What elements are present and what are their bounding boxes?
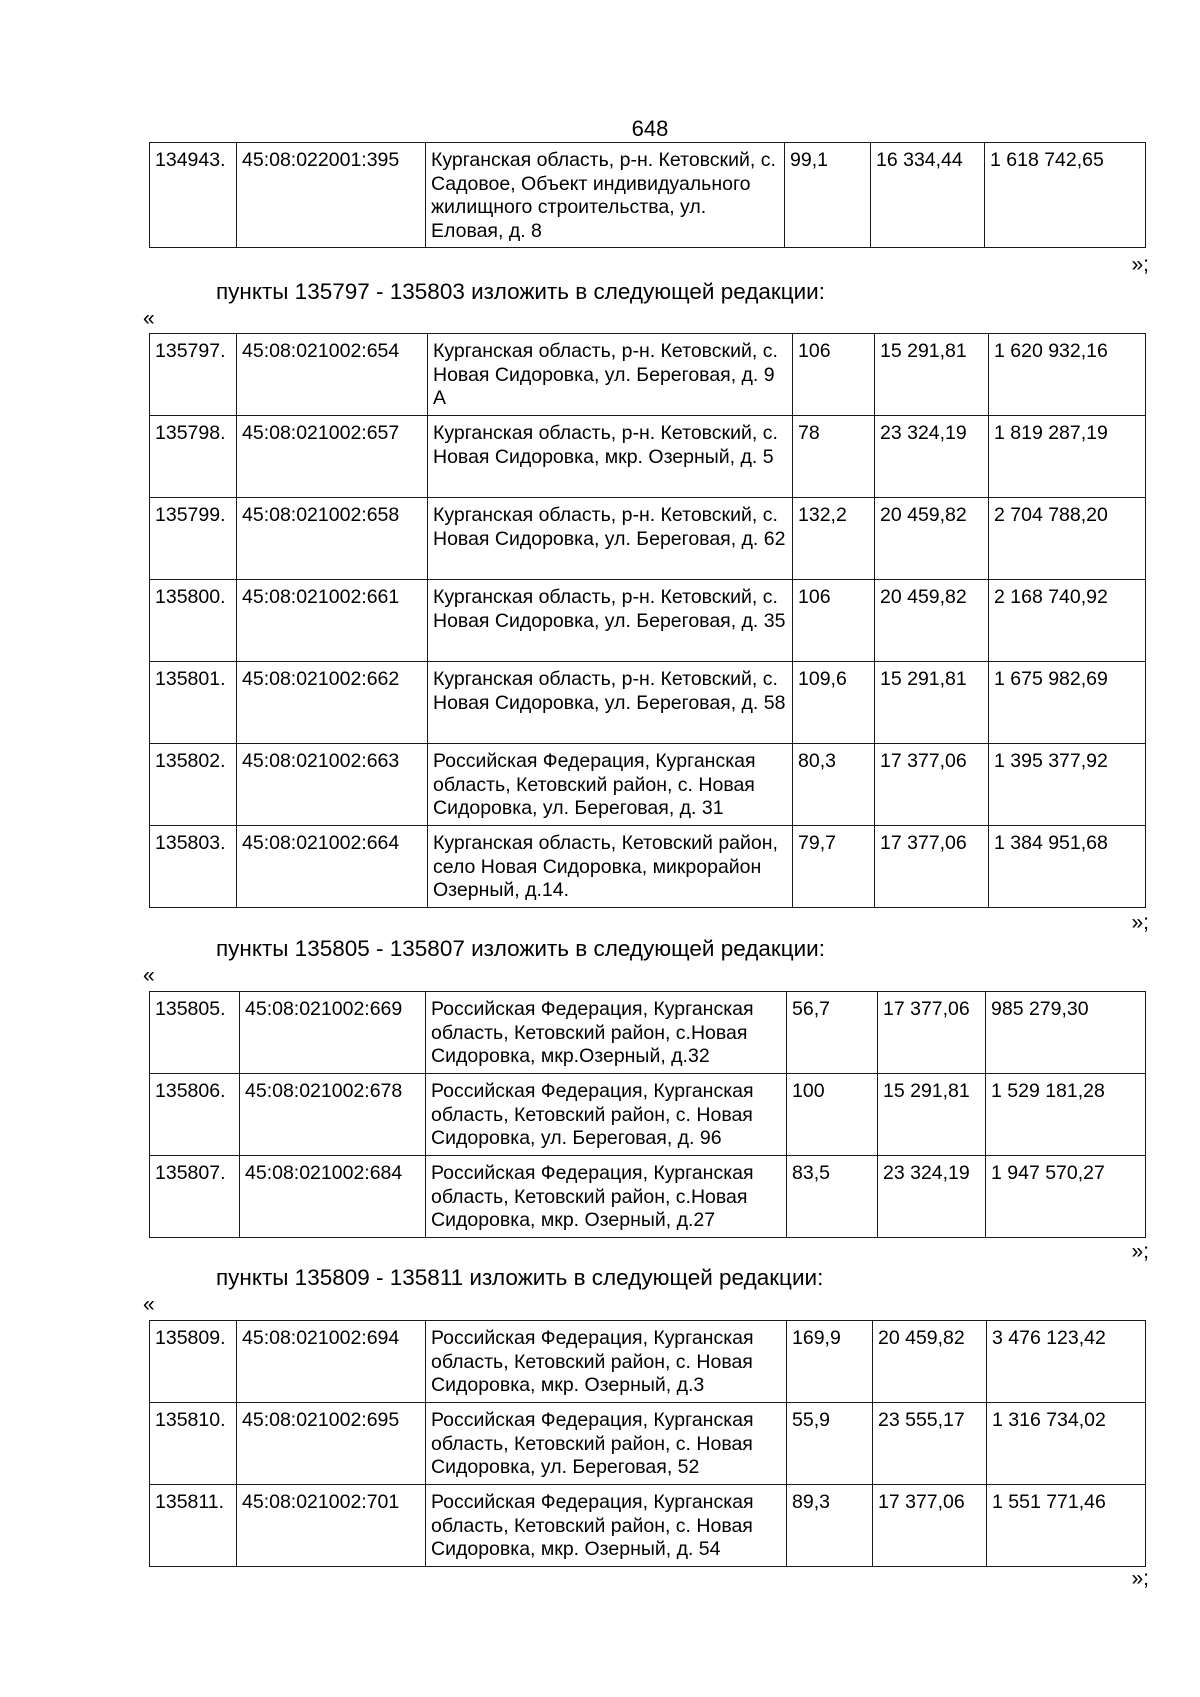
opening-quote: « bbox=[143, 1293, 155, 1316]
row-number-cell: 135806. bbox=[150, 1074, 240, 1156]
table-row bbox=[150, 1321, 1146, 1403]
address-cell: Российская Федерация, Курганская область, Кетовский район, с. Новая Сидоровка, мкр. Озерный, д.3 bbox=[426, 1321, 787, 1403]
address-cell: Курганская область, р-н. Кетовский, с. Новая Сидоровка, ул. Береговая, д. 35 bbox=[428, 580, 793, 662]
row-number-cell: 135807. bbox=[150, 1156, 240, 1238]
total-value-cell: 1 529 181,28 bbox=[986, 1074, 1146, 1156]
cadastral-number-cell: 45:08:021002:664 bbox=[237, 826, 428, 908]
address-cell: Российская Федерация, Курганская область, Кетовский район, с. Новая Сидоровка, мкр. Озерный, д. 54 bbox=[426, 1485, 787, 1567]
unit-price-cell: 23 324,19 bbox=[878, 1156, 986, 1238]
table-row bbox=[150, 1485, 1146, 1567]
table-row bbox=[150, 744, 1146, 826]
address-cell: Курганская область, Кетовский район, село Новая Сидоровка, микрорайон Озерный, д.14. bbox=[428, 826, 793, 908]
section-heading: пункты 135809 - 135811 изложить в следующей редакции: bbox=[216, 1265, 824, 1290]
row-number-cell: 135800. bbox=[150, 580, 237, 662]
total-value-cell: 1 819 287,19 bbox=[989, 416, 1146, 498]
cadastral-number-cell: 45:08:022001:395 bbox=[237, 143, 426, 248]
area-cell: 169,9 bbox=[787, 1321, 873, 1403]
table-row bbox=[150, 662, 1146, 744]
registry-table-2 bbox=[149, 333, 1146, 908]
total-value-cell: 1 316 734,02 bbox=[987, 1403, 1146, 1485]
cadastral-number-cell: 45:08:021002:662 bbox=[237, 662, 428, 744]
area-cell: 106 bbox=[793, 580, 875, 662]
area-cell: 56,7 bbox=[787, 992, 878, 1074]
unit-price-cell: 20 459,82 bbox=[873, 1321, 987, 1403]
table-row bbox=[150, 143, 1146, 248]
registry-table-1 bbox=[149, 142, 1146, 248]
area-cell: 106 bbox=[793, 334, 875, 416]
address-cell: Курганская область, р-н. Кетовский, с. Новая Сидоровка, ул. Береговая, д. 62 bbox=[428, 498, 793, 580]
unit-price-cell: 15 291,81 bbox=[875, 334, 989, 416]
address-cell: Российская Федерация, Курганская область, Кетовский район, с.Новая Сидоровка, мкр. Озерный, д.27 bbox=[426, 1156, 787, 1238]
total-value-cell: 1 618 742,65 bbox=[985, 143, 1146, 248]
total-value-cell: 2 168 740,92 bbox=[989, 580, 1146, 662]
unit-price-cell: 17 377,06 bbox=[873, 1485, 987, 1567]
row-number-cell: 135798. bbox=[150, 416, 237, 498]
table-row bbox=[150, 1403, 1146, 1485]
section-heading: пункты 135805 - 135807 изложить в следующей редакции: bbox=[216, 936, 826, 961]
opening-quote: « bbox=[143, 964, 155, 987]
cadastral-number-cell: 45:08:021002:669 bbox=[240, 992, 426, 1074]
row-number-cell: 135799. bbox=[150, 498, 237, 580]
opening-quote: « bbox=[143, 307, 155, 330]
area-cell: 78 bbox=[793, 416, 875, 498]
total-value-cell: 1 620 932,16 bbox=[989, 334, 1146, 416]
cadastral-number-cell: 45:08:021002:654 bbox=[237, 334, 428, 416]
row-number-cell: 135805. bbox=[150, 992, 240, 1074]
page-number: 648 bbox=[631, 116, 669, 141]
row-number-cell: 135801. bbox=[150, 662, 237, 744]
unit-price-cell: 15 291,81 bbox=[875, 662, 989, 744]
area-cell: 99,1 bbox=[785, 143, 871, 248]
row-number-cell: 135810. bbox=[150, 1403, 237, 1485]
area-cell: 132,2 bbox=[793, 498, 875, 580]
registry-table-3 bbox=[149, 991, 1146, 1238]
area-cell: 79,7 bbox=[793, 826, 875, 908]
row-number-cell: 135797. bbox=[150, 334, 237, 416]
section-heading: пункты 135797 - 135803 изложить в следующей редакции: bbox=[216, 279, 826, 304]
row-number-cell: 135803. bbox=[150, 826, 237, 908]
unit-price-cell: 23 555,17 bbox=[873, 1403, 987, 1485]
unit-price-cell: 16 334,44 bbox=[871, 143, 985, 248]
area-cell: 80,3 bbox=[793, 744, 875, 826]
cadastral-number-cell: 45:08:021002:684 bbox=[240, 1156, 426, 1238]
cadastral-number-cell: 45:08:021002:695 bbox=[237, 1403, 426, 1485]
row-number-cell: 134943. bbox=[150, 143, 237, 248]
table-row bbox=[150, 498, 1146, 580]
area-cell: 109,6 bbox=[793, 662, 875, 744]
total-value-cell: 1 384 951,68 bbox=[989, 826, 1146, 908]
row-number-cell: 135802. bbox=[150, 744, 237, 826]
registry-table-4 bbox=[149, 1320, 1146, 1567]
cadastral-number-cell: 45:08:021002:663 bbox=[237, 744, 428, 826]
address-cell: Российская Федерация, Курганская область, Кетовский район, с. Новая Сидоровка, ул. Береговая, 52 bbox=[426, 1403, 787, 1485]
area-cell: 89,3 bbox=[787, 1485, 873, 1567]
address-cell: Российская Федерация, Курганская область, Кетовский район, с.Новая Сидоровка, мкр.Озерный, д.32 bbox=[426, 992, 787, 1074]
address-cell: Курганская область, р-н. Кетовский, с. Садовое, Объект индивидуального жилищного строительства, ул. Еловая, д. 8 bbox=[426, 143, 785, 248]
total-value-cell: 985 279,30 bbox=[986, 992, 1146, 1074]
cadastral-number-cell: 45:08:021002:678 bbox=[240, 1074, 426, 1156]
cadastral-number-cell: 45:08:021002:657 bbox=[237, 416, 428, 498]
unit-price-cell: 15 291,81 bbox=[878, 1074, 986, 1156]
cadastral-number-cell: 45:08:021002:701 bbox=[237, 1485, 426, 1567]
area-cell: 100 bbox=[787, 1074, 878, 1156]
unit-price-cell: 20 459,82 bbox=[875, 580, 989, 662]
address-cell: Курганская область, р-н. Кетовский, с. Новая Сидоровка, мкр. Озерный, д. 5 bbox=[428, 416, 793, 498]
total-value-cell: 1 395 377,92 bbox=[989, 744, 1146, 826]
row-number-cell: 135811. bbox=[150, 1485, 237, 1567]
cadastral-number-cell: 45:08:021002:694 bbox=[237, 1321, 426, 1403]
closing-quote: »; bbox=[1131, 911, 1149, 934]
total-value-cell: 1 947 570,27 bbox=[986, 1156, 1146, 1238]
unit-price-cell: 20 459,82 bbox=[875, 498, 989, 580]
closing-quote: »; bbox=[1131, 253, 1149, 276]
unit-price-cell: 17 377,06 bbox=[878, 992, 986, 1074]
address-cell: Курганская область, р-н. Кетовский, с. Новая Сидоровка, ул. Береговая, д. 9 А bbox=[428, 334, 793, 416]
table-row bbox=[150, 416, 1146, 498]
table-row bbox=[150, 334, 1146, 416]
total-value-cell: 3 476 123,42 bbox=[987, 1321, 1146, 1403]
unit-price-cell: 23 324,19 bbox=[875, 416, 989, 498]
cadastral-number-cell: 45:08:021002:658 bbox=[237, 498, 428, 580]
address-cell: Российская Федерация, Курганская область, Кетовский район, с. Новая Сидоровка, ул. Береговая, д. 31 bbox=[428, 744, 793, 826]
row-number-cell: 135809. bbox=[150, 1321, 237, 1403]
cadastral-number-cell: 45:08:021002:661 bbox=[237, 580, 428, 662]
table-row bbox=[150, 1074, 1146, 1156]
closing-quote: »; bbox=[1131, 1567, 1149, 1590]
table-row bbox=[150, 826, 1146, 908]
total-value-cell: 1 675 982,69 bbox=[989, 662, 1146, 744]
total-value-cell: 1 551 771,46 bbox=[987, 1485, 1146, 1567]
total-value-cell: 2 704 788,20 bbox=[989, 498, 1146, 580]
unit-price-cell: 17 377,06 bbox=[875, 744, 989, 826]
area-cell: 83,5 bbox=[787, 1156, 878, 1238]
address-cell: Курганская область, р-н. Кетовский, с. Новая Сидоровка, ул. Береговая, д. 58 bbox=[428, 662, 793, 744]
table-row bbox=[150, 992, 1146, 1074]
table-row bbox=[150, 580, 1146, 662]
unit-price-cell: 17 377,06 bbox=[875, 826, 989, 908]
address-cell: Российская Федерация, Курганская область, Кетовский район, с. Новая Сидоровка, ул. Береговая, д. 96 bbox=[426, 1074, 787, 1156]
area-cell: 55,9 bbox=[787, 1403, 873, 1485]
table-row bbox=[150, 1156, 1146, 1238]
closing-quote: »; bbox=[1131, 1240, 1149, 1263]
